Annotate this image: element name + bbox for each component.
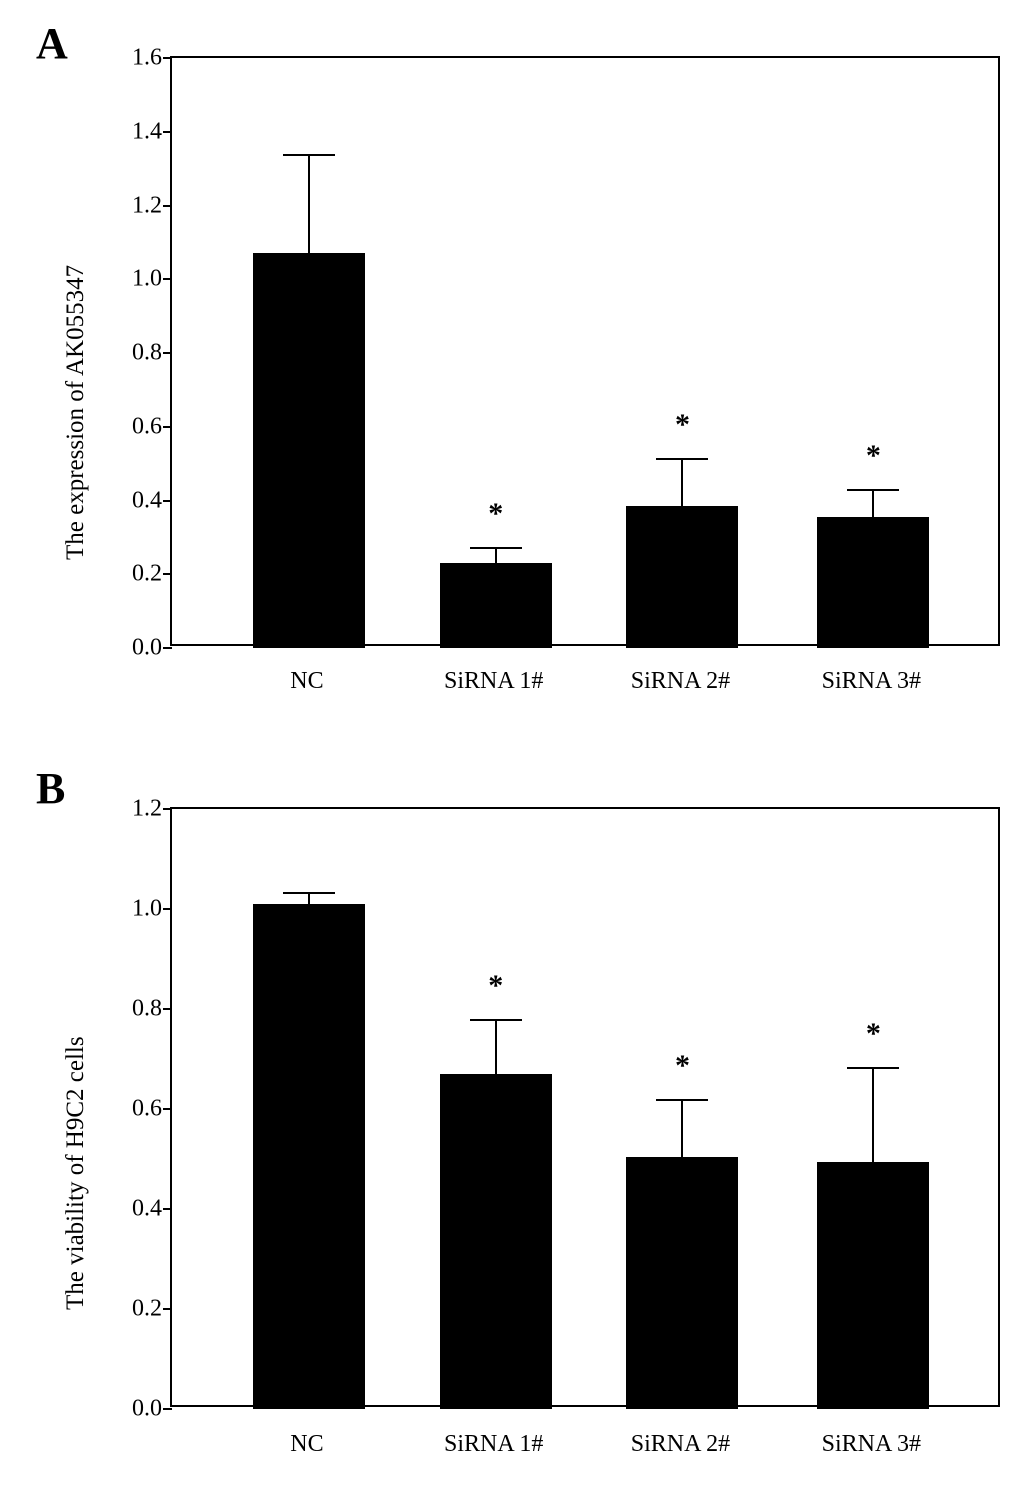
significance-marker: * — [674, 408, 690, 442]
error-bar-cap — [470, 547, 522, 549]
y-tick-mark — [163, 278, 172, 280]
error-bar-cap — [283, 154, 335, 156]
panel-b-y-axis-title: The viability of H9C2 cells — [62, 1036, 89, 1310]
significance-marker: * — [488, 496, 504, 530]
y-tick-mark — [163, 808, 172, 810]
error-bar — [872, 489, 874, 517]
y-tick-label: 0.8 — [132, 995, 162, 1022]
y-tick-label: 0.2 — [132, 1295, 162, 1322]
x-axis-label: SiRNA 1# — [444, 1431, 544, 1457]
y-tick-label: 0.4 — [132, 487, 162, 513]
bar — [817, 517, 929, 648]
bar — [440, 563, 552, 648]
x-axis-label: SiRNA 3# — [821, 668, 922, 694]
error-bar-cap — [656, 458, 708, 460]
y-tick-mark — [163, 1108, 172, 1110]
y-tick-label: 0.6 — [132, 1095, 162, 1122]
significance-marker: * — [488, 969, 504, 1002]
x-axis-label: NC — [290, 1431, 324, 1457]
y-tick-mark — [163, 1308, 172, 1310]
panel-b-label: B — [36, 764, 66, 813]
y-tick-label: 1.2 — [132, 795, 162, 822]
error-bar-cap — [656, 1099, 708, 1101]
chart-panel-a — [0, 0, 1033, 740]
y-tick-label: 0.2 — [132, 560, 162, 587]
y-tick-mark — [163, 500, 172, 502]
error-bar — [495, 1019, 497, 1074]
error-bar-cap — [847, 1067, 899, 1069]
error-bar — [872, 1067, 874, 1162]
y-tick-mark — [163, 426, 172, 428]
y-tick-mark — [163, 352, 172, 354]
panel-a-plot-area — [132, 44, 1000, 661]
x-axis-label: SiRNA 1# — [444, 668, 544, 694]
y-tick-label: 0.0 — [132, 634, 162, 661]
bar — [817, 1162, 929, 1410]
panel-a-label: A — [36, 19, 68, 68]
error-bar-cap — [470, 1019, 522, 1021]
x-axis-label: SiRNA 2# — [630, 1431, 731, 1457]
panel-a-y-axis-title: The expression of AK055347 — [62, 264, 89, 560]
y-tick-mark — [163, 573, 172, 575]
y-tick-label: 0.6 — [132, 413, 162, 440]
significance-marker: * — [865, 439, 881, 473]
error-bar — [495, 547, 497, 564]
error-bar — [681, 1099, 683, 1157]
y-tick-mark — [163, 647, 172, 649]
y-tick-mark — [163, 908, 172, 910]
y-tick-label: 1.0 — [132, 895, 162, 922]
y-tick-mark — [163, 57, 172, 59]
error-bar — [308, 154, 310, 254]
error-bar-cap — [847, 489, 899, 491]
panel-b-plot-area — [132, 795, 1000, 1422]
x-axis-label: NC — [290, 668, 324, 694]
y-tick-label: 1.4 — [132, 118, 162, 145]
chart-panel-b — [0, 745, 1033, 1500]
y-tick-mark — [163, 1008, 172, 1010]
y-tick-label: 1.0 — [132, 265, 162, 292]
x-axis-label: SiRNA 3# — [821, 1431, 922, 1457]
error-bar-cap — [283, 892, 335, 894]
y-tick-mark — [163, 1208, 172, 1210]
y-tick-label: 0.0 — [132, 1395, 162, 1422]
y-tick-label: 1.2 — [132, 192, 162, 218]
y-tick-label: 0.8 — [132, 339, 162, 366]
y-tick-mark — [163, 131, 172, 133]
y-tick-mark — [163, 205, 172, 207]
bar — [440, 1074, 552, 1409]
y-tick-label: 1.6 — [132, 44, 162, 71]
bar — [626, 1157, 738, 1410]
bar — [253, 904, 365, 1409]
significance-marker: * — [865, 1016, 881, 1050]
bar — [626, 506, 738, 648]
error-bar — [681, 458, 683, 506]
bar — [253, 253, 365, 648]
y-tick-label: 0.4 — [132, 1195, 162, 1222]
x-axis-label: SiRNA 2# — [630, 668, 731, 694]
y-tick-mark — [163, 1408, 172, 1410]
significance-marker: * — [674, 1049, 690, 1082]
